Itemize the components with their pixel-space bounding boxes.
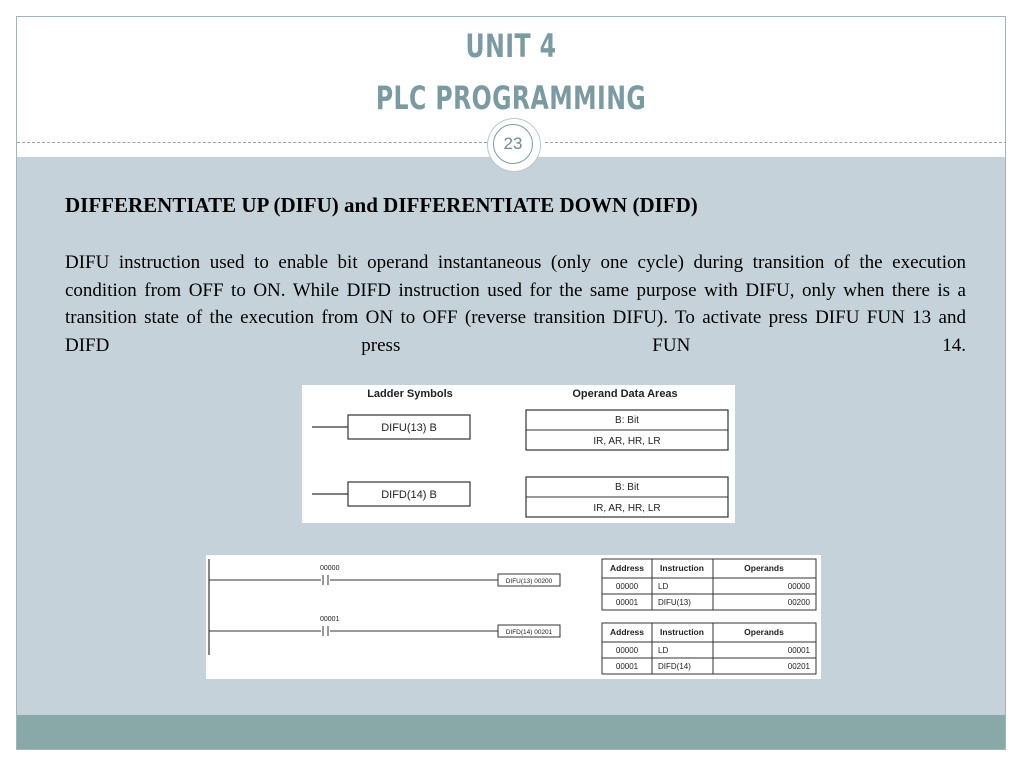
rung-1-output: DIFU(13) 00200 (505, 578, 553, 585)
difd-symbol-label: DIFD(14) B (381, 489, 437, 501)
slide-title-line1: UNIT 4 (465, 27, 557, 65)
mnemonic-table-1 (602, 559, 816, 610)
table-1-r1-operand: 00000 (787, 582, 810, 591)
section-heading: DIFFERENTIATE UP (DIFU) and DIFFERENTIATE DOWN (DIFD) (65, 193, 698, 217)
slide-footer-band (17, 715, 1005, 750)
difu-symbol-label: DIFU(13) B (381, 422, 437, 434)
ladder-figure (206, 555, 821, 679)
table-2-header-operands: Operands (744, 627, 784, 637)
table-1-r1-instruction: LD (658, 582, 669, 591)
operand-2-bottom: IR, AR, HR, LR (593, 503, 661, 514)
table-1-r2-address: 00001 (615, 598, 639, 607)
table-1-r2-instruction: DIFU(13) (658, 598, 691, 607)
table-1-header-address: Address (609, 563, 645, 573)
table-2-header-instruction: Instruction (660, 627, 704, 637)
header-divider-left (17, 142, 487, 143)
contact-2-address: 00001 (320, 616, 340, 623)
table-2-r1-instruction: LD (658, 646, 669, 655)
contact-1-address: 00000 (320, 565, 340, 572)
table-1-r1-address: 00000 (615, 582, 639, 591)
table-2-r1-address: 00000 (615, 646, 639, 655)
col1-header: Ladder Symbols (367, 388, 453, 400)
col2-header: Operand Data Areas (572, 388, 678, 400)
page-number-badge (488, 119, 540, 171)
table-2-r2-instruction: DIFD(14) (658, 662, 691, 671)
table-2-r2-operand: 00201 (787, 662, 810, 671)
operand-1-top: B: Bit (615, 415, 639, 426)
table-2-r1-operand: 00001 (787, 646, 810, 655)
operand-2-top: B: Bit (615, 482, 639, 493)
slide-title-line2: PLC PROGRAMMING (375, 79, 647, 117)
body-paragraph: DIFU instruction used to enable bit operand instantaneous (only one cycle) during transition of the execution condition from OFF to ON. While DIFD instruction used for the same purpose with DIFU, only when there is a transition state of the execution from ON to OFF (reverse transition DIFU). To activate press DIFU FUN 13 and DIFD press FUN 14. (65, 252, 966, 356)
table-1-r2-operand: 00200 (787, 598, 810, 607)
table-1-header-instruction: Instruction (660, 563, 704, 573)
operand-1-bottom: IR, AR, HR, LR (593, 436, 661, 447)
table-2-r2-address: 00001 (615, 662, 639, 671)
page-number: 23 (493, 124, 533, 164)
table-2-header-address: Address (609, 627, 645, 637)
table-1-header-operands: Operands (744, 563, 784, 573)
symbols-figure (302, 385, 735, 523)
slide-frame (16, 16, 1006, 750)
mnemonic-table-2 (602, 623, 816, 674)
rung-2-output: DIFD(14) 00201 (505, 629, 553, 636)
header-divider-right (545, 142, 1006, 143)
